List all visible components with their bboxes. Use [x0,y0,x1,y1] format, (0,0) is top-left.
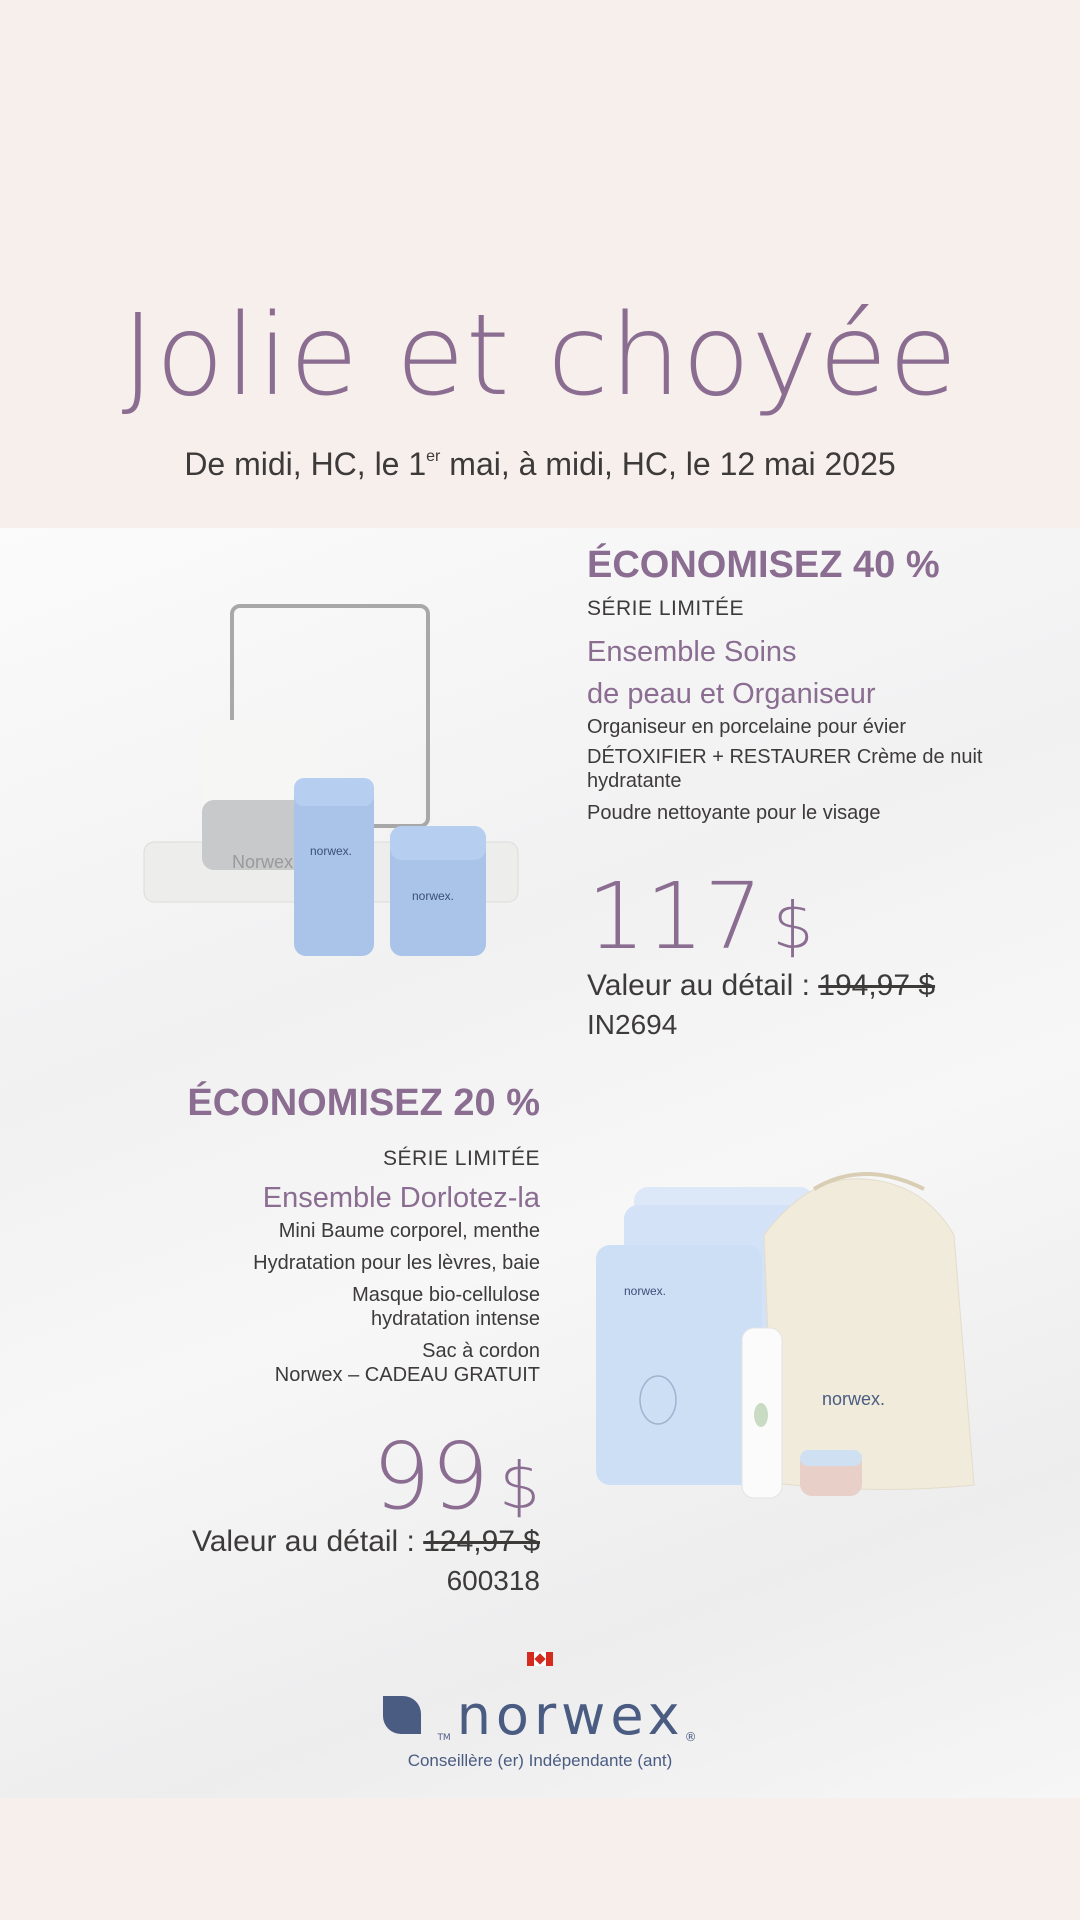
product-2-item: Norwex – CADEAU GRATUIT [274,1364,540,1386]
jar-label: norwex. [412,889,455,903]
product-2-retail [120,1525,540,1559]
product-2-item: hydratation intense [370,1308,540,1330]
product-2-item: Sac à cordon [422,1340,540,1362]
bottle-label: norwex. [310,844,353,858]
product-2-info [120,1082,540,1597]
product-2-price-value: 99 [372,1423,490,1530]
brand-wordmark: norwex [456,1684,685,1747]
product-1-code: IN2694 [587,1009,678,1040]
skincare-organizer-image [140,600,540,970]
product-1-item: Organiseur en porcelaine pour évier [587,716,907,738]
consultant-label: Conseillère (er) Indépendante (ant) [407,1751,673,1770]
dates-sup: er [426,448,441,465]
logo-tm: TM [437,1733,451,1743]
product-1-retail-label: Valeur au détail : [587,969,819,1002]
promo-dates [0,446,1080,483]
product-1-retail-value: 194,97 $ [818,969,936,1002]
footer-band [0,1798,1080,1920]
product-2-name: Ensemble Dorlotez-la [262,1182,540,1214]
product-2-limited: SÉRIE LIMITÉE [382,1147,540,1170]
product-1-retail [587,969,1057,1003]
product-1-info [587,544,1057,1041]
dates-post: mai, à midi, HC, le 12 mai 2025 [440,446,896,482]
logo-reg: ® [684,1730,697,1744]
product-1-item: DÉTOXIFIER + RESTAURER Crème de nuit hydratante [587,746,983,792]
bag-label: norwex. [822,1389,886,1409]
product-2-item: Hydratation pour les lèvres, baie [253,1252,540,1274]
product-2-currency: $ [499,1450,540,1524]
product-1-limited: SÉRIE LIMITÉE [587,597,745,620]
mask-label: norwex. [624,1284,667,1298]
product-2-price [120,1423,540,1530]
page-title: Jolie et choyée [121,291,959,421]
product-1-price-value: 117 [587,863,763,970]
product-1-price [587,863,1057,970]
tray-label: Norwex [232,852,294,872]
product-1-name-line1: Ensemble Soins [587,636,797,668]
product-2-item: Masque bio-cellulose [352,1284,540,1306]
product-2-savings: ÉCONOMISEZ 20 % [187,1082,540,1124]
norwex-logo-icon [0,1684,1080,1747]
product-2-code: 600318 [446,1565,540,1596]
pamper-set-image [594,1165,984,1510]
product-1-savings: ÉCONOMISEZ 40 % [587,544,940,586]
product-1-name-line2: de peau et Organiseur [587,678,876,710]
product-1-currency: $ [772,890,814,964]
product-2-retail-value: 124,97 $ [423,1525,540,1558]
product-1-item: Poudre nettoyante pour le visage [587,802,881,824]
product-2-retail-label: Valeur au détail : [191,1525,424,1558]
dates-pre: De midi, HC, le 1 [184,446,427,482]
canada-flag-icon [527,1652,553,1666]
brand-footer [0,1652,1080,1771]
product-2-item: Mini Baume corporel, menthe [278,1220,540,1242]
